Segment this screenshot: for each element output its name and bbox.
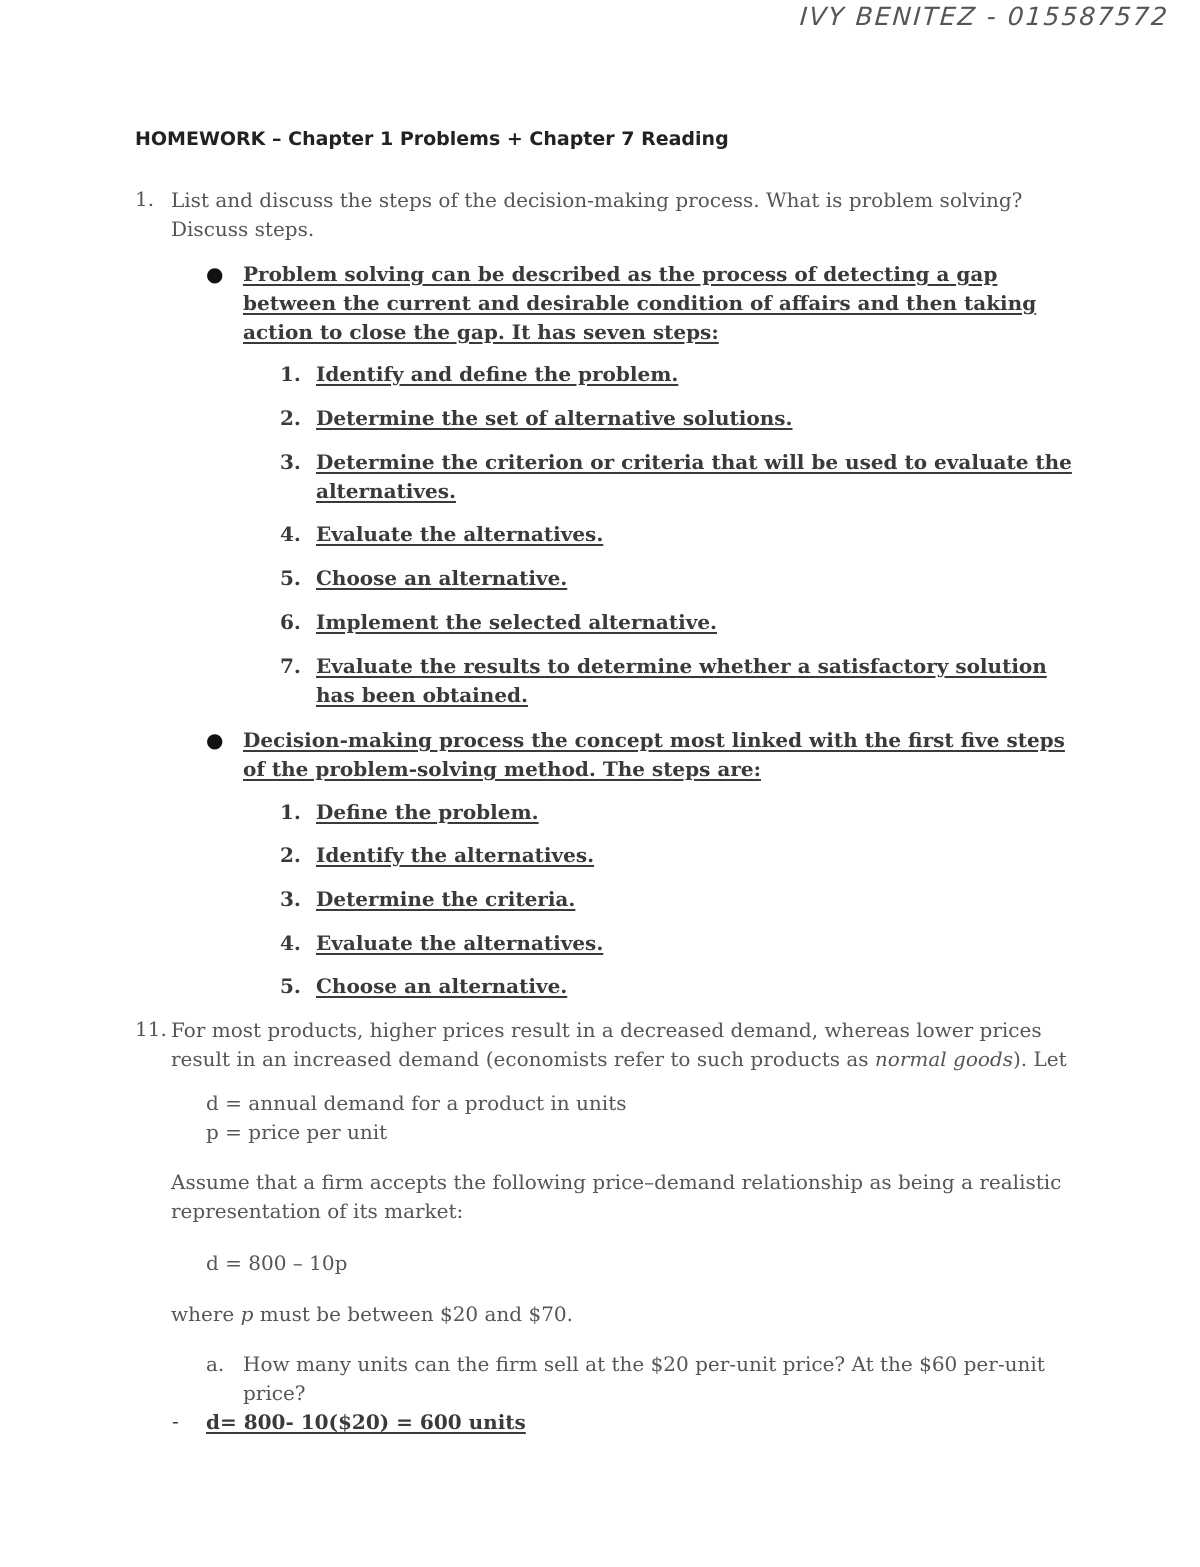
page-title: HOMEWORK – Chapter 1 Problems + Chapter 7 Reading <box>135 128 729 150</box>
question-11-number: 11. <box>135 1017 167 1041</box>
decision-making-description: Decision-making process the concept most linked with the first five steps of the problem-solving method. The steps are: <box>243 728 1065 781</box>
part-a-answer: d= 800- 10($20) = 600 units <box>206 1410 526 1434</box>
step-text: Choose an alternative. <box>316 566 568 590</box>
step-number: 5. <box>280 566 301 590</box>
bullet-icon: ● <box>206 262 224 286</box>
handwritten-name: IVY BENITEZ - 015587572 <box>798 2 1170 31</box>
step-number: 2. <box>280 843 301 867</box>
step-number: 4. <box>280 522 301 546</box>
answer-dash: - <box>172 1409 179 1433</box>
part-a-question: How many units can the firm sell at the $20 per-unit price? At the $60 per-unit price? <box>243 1352 1045 1405</box>
step-text: Define the problem. <box>316 800 539 824</box>
step-number: 3. <box>280 887 301 911</box>
part-a-label: a. <box>206 1352 225 1376</box>
demand-equation: d = 800 – 10p <box>206 1251 348 1275</box>
step-number: 6. <box>280 610 301 634</box>
step-text: Determine the criterion or criteria that will be used to evaluate the alternatives. <box>316 450 1072 503</box>
step-number: 1. <box>280 800 301 824</box>
assumption-text: Assume that a firm accepts the following price–demand relationship as being a realistic representation of its market: <box>171 1170 1062 1223</box>
step-text: Identify the alternatives. <box>316 843 595 867</box>
question-1-number: 1. <box>135 187 155 211</box>
definition-d: d = annual demand for a product in units <box>206 1091 627 1115</box>
bullet-icon: ● <box>206 728 224 752</box>
step-number: 2. <box>280 406 301 430</box>
price-constraint: where p must be between $20 and $70. <box>171 1302 573 1326</box>
step-text: Implement the selected alternative. <box>316 610 718 634</box>
step-text: Identify and define the problem. <box>316 362 679 386</box>
question-11-text: For most products, higher prices result in a decreased demand, whereas lower prices result in an increased demand (economists refer to such products as normal goods). Let <box>171 1018 1067 1071</box>
step-text: Determine the set of alternative solutions. <box>316 406 793 430</box>
definition-p: p = price per unit <box>206 1120 388 1144</box>
step-number: 5. <box>280 974 301 998</box>
step-number: 7. <box>280 654 301 678</box>
step-number: 4. <box>280 931 301 955</box>
question-1-text: List and discuss the steps of the decision-making process. What is problem solving? Discuss steps. <box>171 188 1023 241</box>
step-text: Evaluate the results to determine whether a satisfactory solution has been obtained. <box>316 654 1047 707</box>
problem-solving-description: Problem solving can be described as the process of detecting a gap between the current and desirable condition of affairs and then taking action to close the gap. It has seven steps: <box>243 262 1037 344</box>
step-text: Evaluate the alternatives. <box>316 522 604 546</box>
step-text: Determine the criteria. <box>316 887 576 911</box>
step-number: 1. <box>280 362 301 386</box>
step-number: 3. <box>280 450 301 474</box>
step-text: Evaluate the alternatives. <box>316 931 604 955</box>
step-text: Choose an alternative. <box>316 974 568 998</box>
